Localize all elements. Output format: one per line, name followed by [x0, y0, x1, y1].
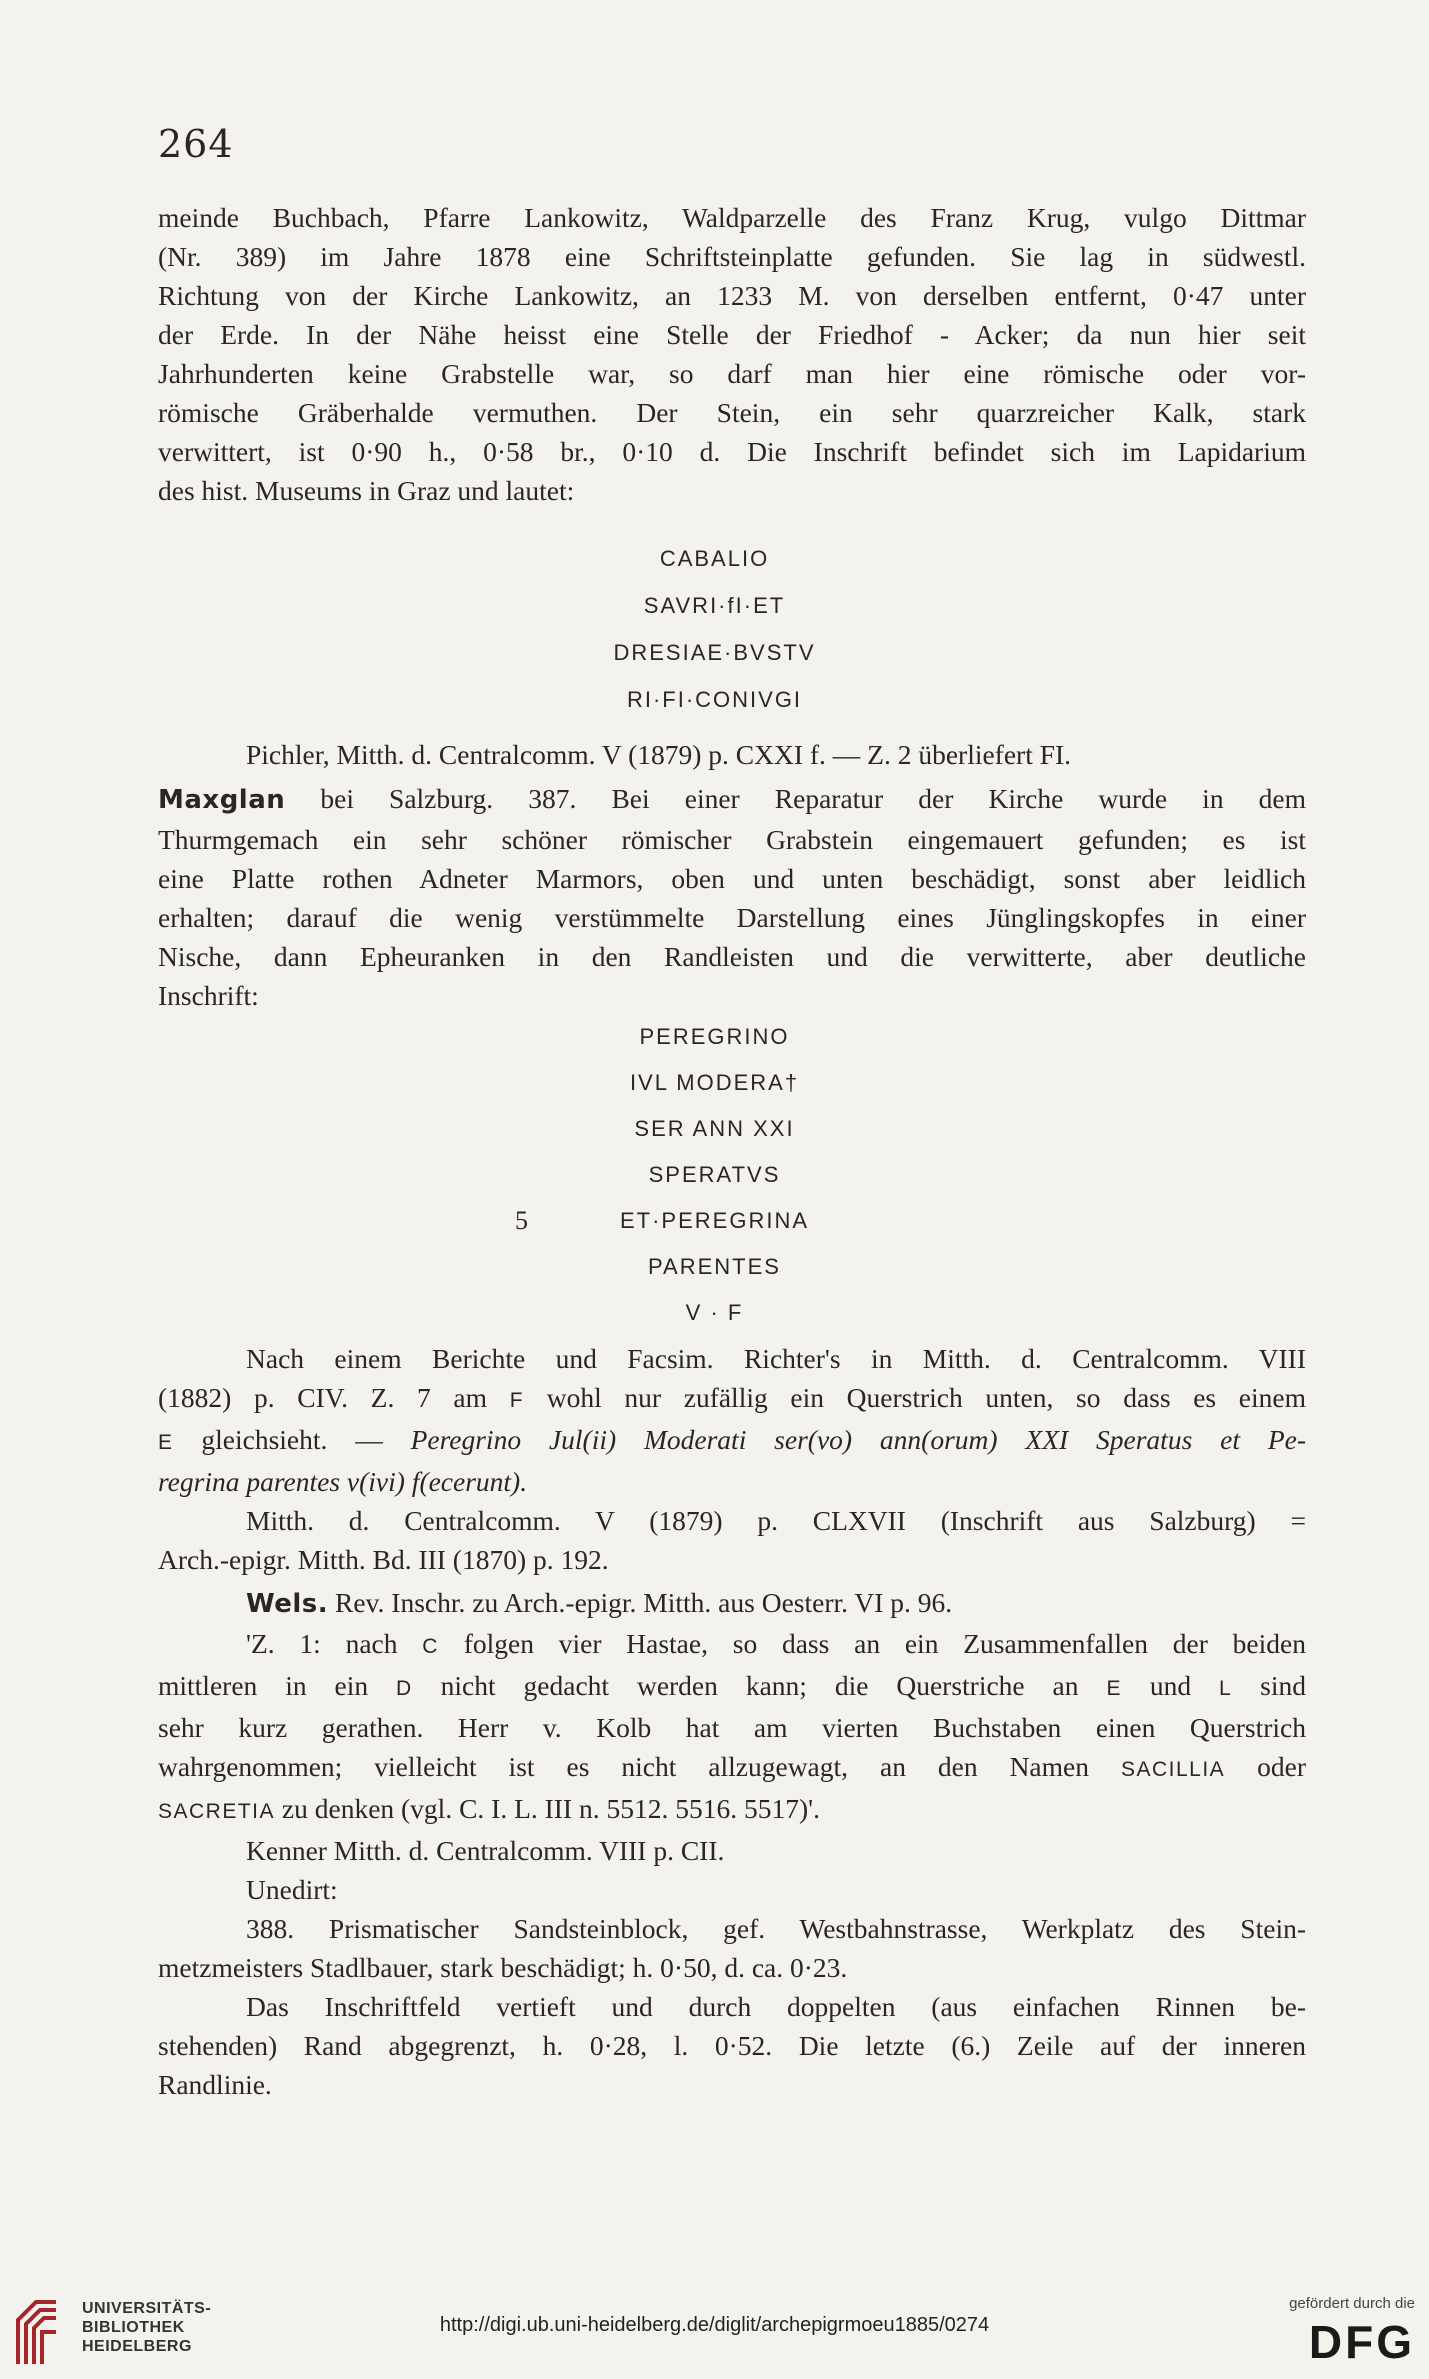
text-span: wahrgenommen; vielleicht ist es nicht allzugewagt, an den Namen: [158, 1751, 1121, 1782]
text-line: der Erde. In der Nähe heisst eine Stelle der Friedhof - Acker; da nun hier seit: [158, 319, 1306, 350]
inscription-line: PEREGRINO: [639, 1024, 790, 1049]
small-caps-letter: C: [422, 1635, 439, 1658]
dfg-logo: DFG: [1308, 2316, 1415, 2368]
text-line: Randlinie.: [158, 2069, 272, 2100]
small-caps-letter: E: [1106, 1677, 1122, 1700]
place-heading-maxglan: Maxglan: [158, 785, 286, 815]
text-line: Unedirt:: [246, 1874, 338, 1905]
text-line: Mitth. d. Centralcomm. V (1879) p. CLXVII (Inschrift aus Salzburg) =: [246, 1505, 1306, 1536]
inscription-line: SPERATVS: [648, 1162, 781, 1187]
text-span: mittleren in ein: [158, 1670, 397, 1701]
inscription-line: RI·FI·CONIVGI: [626, 687, 803, 712]
text-line: eine Platte rothen Adneter Marmors, oben und unten beschädigt, sonst aber leidlich: [158, 863, 1306, 894]
inscription-line: V · F: [685, 1300, 744, 1325]
text-line: Richtung von der Kirche Lankowitz, an 1233 M. von derselben entfernt, 0·47 unter: [158, 280, 1306, 311]
small-caps-letter: E: [158, 1431, 174, 1454]
permalink-url[interactable]: http://digi.ub.uni-heidelberg.de/diglit/archepigrmoeu1885/0274: [439, 2314, 990, 2336]
text-line: metzmeisters Stadlbauer, stark beschädigt; h. 0·50, d. ca. 0·23.: [158, 1952, 848, 1983]
small-caps-word: SACILLIA: [1120, 1758, 1226, 1781]
text-line: Arch.-epigr. Mitth. Bd. III (1870) p. 192.: [158, 1544, 609, 1575]
paragraph-maxglan: [158, 779, 1306, 1015]
text-line: erhalten; darauf die wenig verstümmelte Darstellung eines Jünglingskopfes in einer: [158, 902, 1306, 933]
small-caps-letter: L: [1219, 1677, 1233, 1700]
text-line: [158, 1462, 1306, 1501]
library-name-line: UNIVERSITÄTS-: [82, 2300, 212, 2317]
inscription-line: IVL MODERA†: [629, 1070, 800, 1095]
inscription-line: PARENTES: [648, 1254, 781, 1279]
text-span: zu denken (vgl. C. I. L. III n. 5512. 5516. 5517)'.: [275, 1793, 820, 1824]
paragraph-nach: [158, 1339, 1306, 1579]
inscription-peregrino: [0, 1014, 1429, 1336]
text-line: Inschrift:: [158, 980, 259, 1011]
text-line: stehenden) Rand abgegrenzt, h. 0·28, l. 0·52. Die letzte (6.) Zeile auf der inneren: [158, 2030, 1306, 2061]
text-line: Das Inschriftfeld vertieft und durch doppelten (aus einfachen Rinnen be-: [246, 1991, 1306, 2022]
text-span: folgen vier Hastae, so dass an ein Zusammenfallen der beiden: [438, 1628, 1306, 1659]
text-line: [158, 1789, 1306, 1831]
inscription-line: [0, 1198, 1429, 1244]
digitization-footer: [0, 2285, 1429, 2379]
text-line: [158, 1666, 1306, 1708]
text-line: (Nr. 389) im Jahre 1878 eine Schriftsteinplatte gefunden. Sie lag in südwestl.: [158, 241, 1306, 272]
paragraph-wels: [158, 1583, 1306, 2104]
page-number: 264: [158, 122, 234, 166]
text-line: Jahrhunderten keine Grabstelle war, so darf man hier eine römische oder vor-: [158, 358, 1306, 389]
inscription-line: SAVRI·fI·ET: [643, 593, 786, 618]
text-span: bei Salzburg. 387. Bei einer Reparatur der Kirche wurde in dem: [285, 783, 1306, 814]
library-name-line: HEIDELBERG: [82, 2338, 192, 2355]
line-number: 5: [515, 1206, 530, 1235]
inscription-text: ET·PEREGRINA: [619, 1208, 810, 1233]
library-name-line: BIBLIOTHEK: [82, 2319, 185, 2336]
text-line: Pichler, Mitth. d. Centralcomm. V (1879) p. CXXI f. — Z. 2 überliefert FI.: [246, 739, 1072, 770]
text-span: gleichsieht. —: [173, 1424, 411, 1455]
inscription-line: CABALIO: [659, 546, 770, 571]
text-line: Nische, dann Epheuranken in den Randleisten und die verwitterte, aber deutliche: [158, 941, 1306, 972]
paragraph-buchbach: [158, 198, 1306, 510]
text-line: [158, 1420, 1306, 1462]
text-line: römische Gräberhalde vermuthen. Der Stein, ein sehr quarzreicher Kalk, stark: [158, 397, 1306, 428]
text-line: [158, 779, 1306, 820]
small-caps-word: SACRETIA: [158, 1800, 276, 1823]
text-line: meinde Buchbach, Pfarre Lankowitz, Waldparzelle des Franz Krug, vulgo Dittmar: [158, 202, 1306, 233]
small-caps-letter: F: [509, 1389, 525, 1412]
place-heading-wels: Wels.: [246, 1589, 329, 1619]
text-line: [158, 1747, 1306, 1789]
italic-reading: regrina parentes v(ivi) f(ecerunt).: [158, 1466, 528, 1497]
citation-pichler: [158, 735, 1306, 774]
text-line: Kenner Mitth. d. Centralcomm. VIII p. CII.: [246, 1835, 725, 1866]
inscription-cabalio: [0, 535, 1429, 723]
italic-reading: Peregrino Jul(ii) Moderati ser(vo) ann(orum) XXI Speratus et Pe-: [410, 1424, 1306, 1455]
text-line: Nach einem Berichte und Facsim. Richter's in Mitth. d. Centralcomm. VIII: [246, 1343, 1306, 1374]
text-line: verwittert, ist 0·90 h., 0·58 br., 0·10 d. Die Inschrift befindet sich im Lapidarium: [158, 436, 1306, 467]
text-span: sind: [1232, 1670, 1306, 1701]
text-span: nicht gedacht werden kann; die Querstriche an: [412, 1670, 1107, 1701]
text-line: 388. Prismatischer Sandsteinblock, gef. Westbahnstrasse, Werkplatz des Stein-: [246, 1913, 1306, 1944]
text-span: wohl nur zufällig ein Querstrich unten, so dass es einem: [524, 1382, 1307, 1413]
text-span: und: [1121, 1670, 1220, 1701]
text-line: sehr kurz gerathen. Herr v. Kolb hat am vierten Buchstaben einen Querstrich: [158, 1712, 1306, 1743]
text-span: (1882) p. CIV. Z. 7 am: [158, 1382, 510, 1413]
text-line: des hist. Museums in Graz und lautet:: [158, 475, 575, 506]
text-span: Rev. Inschr. zu Arch.-epigr. Mitth. aus Oesterr. VI p. 96.: [328, 1587, 953, 1618]
text-line: [158, 1378, 1306, 1420]
text-line: [158, 1583, 1306, 1624]
small-caps-letter: D: [396, 1677, 413, 1700]
text-span: oder: [1225, 1751, 1306, 1782]
inscription-line: SER ANN XXI: [634, 1116, 795, 1141]
inscription-line: DRESIAE·BVSTV: [613, 640, 816, 665]
funded-by-label: gefördert durch die: [1289, 2295, 1415, 2312]
text-span: 'Z. 1: nach: [246, 1628, 423, 1659]
text-line: [158, 1624, 1306, 1666]
text-line: Thurmgemach ein sehr schöner römischer Grabstein eingemauert gefunden; es ist: [158, 824, 1306, 855]
